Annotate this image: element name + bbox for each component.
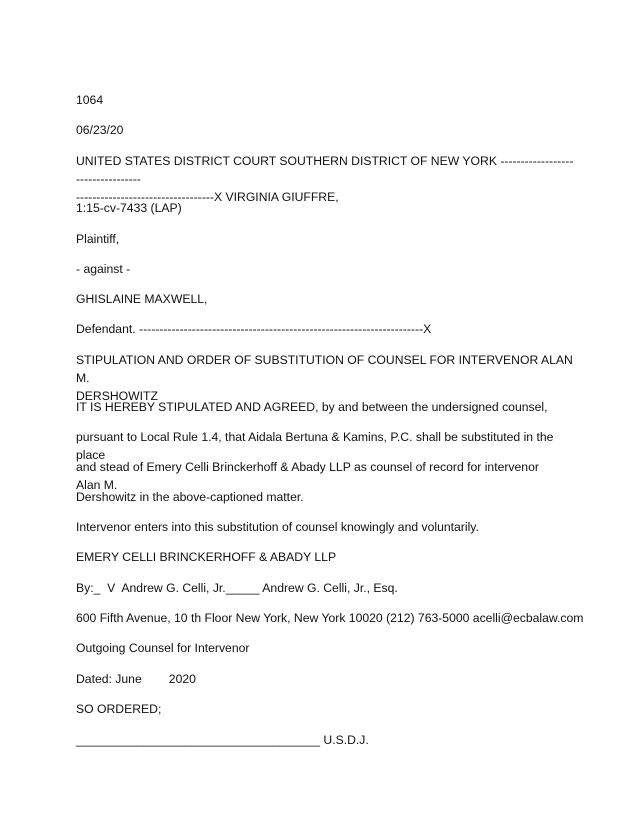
filed-date: 06/23/20 [76,123,124,137]
so-ordered: SO ORDERED; [76,702,162,716]
signature-line: By:_ V Andrew G. Celli, Jr._____ Andrew G. Celli, Jr., Esq. [76,581,398,595]
document-title: STIPULATION AND ORDER OF SUBSTITUTION OF COUNSEL FOR INTERVENOR ALAN M. DERSHOWITZ [76,353,573,403]
defendant-name: GHISLAINE MAXWELL, [76,292,208,306]
body-line: and stead of Emery Celli Brinckerhoff & Abady LLP as counsel of record for intervenor Alan M. [76,460,542,492]
case-number: 1:15-cv-7433 (LAP) [76,201,182,215]
defendant-label: Defendant. ----------------------------------------------------------------------X [76,322,432,336]
body-line: Intervenor enters into this substitution of counsel knowingly and voluntarily. [76,520,479,534]
body-line: pursuant to Local Rule 1.4, that Aidala Bertuna & Kamins, P.C. shall be substituted in the place [76,430,557,462]
body-line: Dershowitz in the above-captioned matter. [76,490,304,504]
dated-line: Dated: June 2020 [76,672,196,686]
court-caption: UNITED STATES DISTRICT COURT SOUTHERN DISTRICT OF NEW YORK ---------------------------------- ----------------------------------X VIRGINIA GIUFFRE, [76,154,574,204]
body-line: IT IS HEREBY STIPULATED AND AGREED, by and between the undersigned counsel, [76,400,548,414]
plaintiff-label: Plaintiff, [76,232,120,246]
doc-number: 1064 [76,93,104,107]
against-text: - against - [76,262,131,276]
firm-name: EMERY CELLI BRINCKERHOFF & ABADY LLP [76,550,337,564]
address-line: 600 Fifth Avenue, 10 th Floor New York, New York 10020 (212) 763-5000 acelli@ecbalaw.com [76,611,584,625]
counsel-role: Outgoing Counsel for Intervenor [76,641,250,655]
judge-signature-line: ____________________________________ U.S.D.J. [76,733,369,747]
